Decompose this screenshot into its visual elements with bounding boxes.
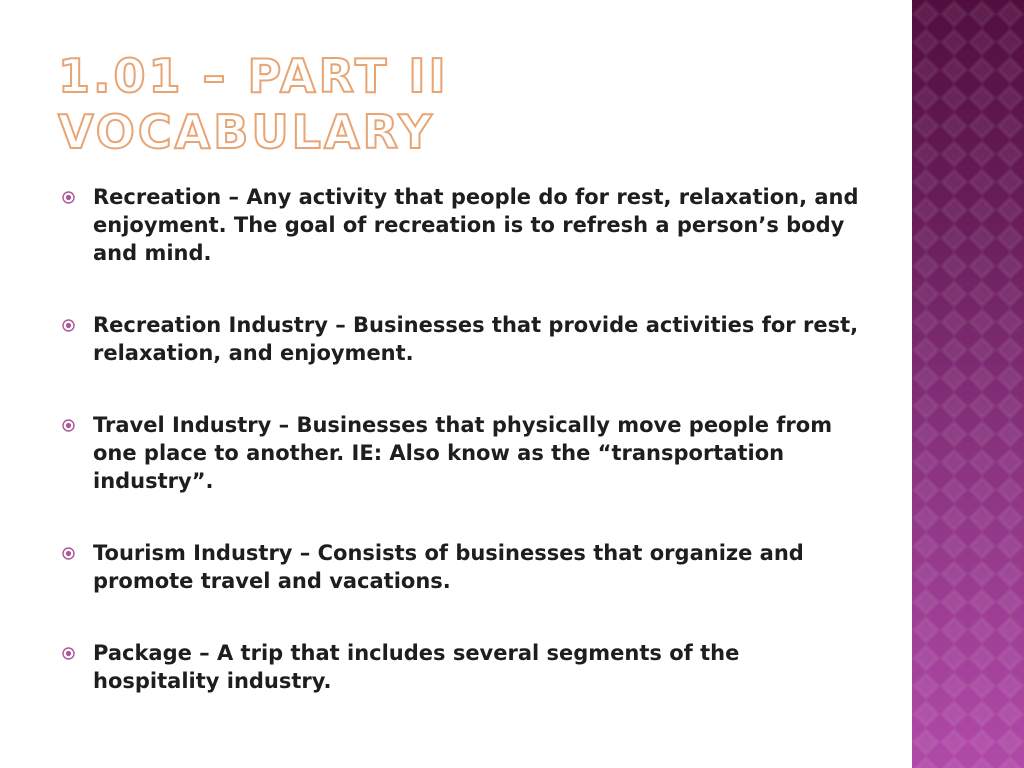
decorative-side-panel bbox=[912, 0, 1024, 768]
vocabulary-list bbox=[62, 183, 862, 695]
title-line-1: 1.01 – PART II bbox=[58, 49, 449, 103]
list-item bbox=[62, 639, 862, 695]
list-item-text: Recreation Industry – Businesses that provide activities for rest, relaxation, and enjoyment. bbox=[93, 313, 859, 365]
list-item-text: Tourism Industry – Consists of businesses that organize and promote travel and vacations. bbox=[93, 541, 804, 593]
list-item-text: Recreation – Any activity that people do for rest, relaxation, and enjoyment. The goal of recreation is to refresh a person’s body and mind. bbox=[93, 185, 859, 265]
circled-dot-icon bbox=[62, 419, 75, 432]
list-item bbox=[62, 411, 862, 495]
circled-dot-icon bbox=[62, 647, 75, 660]
list-item-text: Package – A trip that includes several segments of the hospitality industry. bbox=[93, 641, 740, 693]
slide-title bbox=[58, 48, 878, 160]
list-item bbox=[62, 539, 862, 595]
circled-dot-icon bbox=[62, 547, 75, 560]
circled-dot-icon bbox=[62, 319, 75, 332]
list-item bbox=[62, 311, 862, 367]
title-line-2: VOCABULARY bbox=[58, 105, 435, 159]
list-item bbox=[62, 183, 862, 267]
diamond-pattern bbox=[912, 0, 1024, 768]
circled-dot-icon bbox=[62, 191, 75, 204]
list-item-text: Travel Industry – Businesses that physically move people from one place to another. IE: Also know as the “transportation industry”. bbox=[93, 413, 833, 493]
